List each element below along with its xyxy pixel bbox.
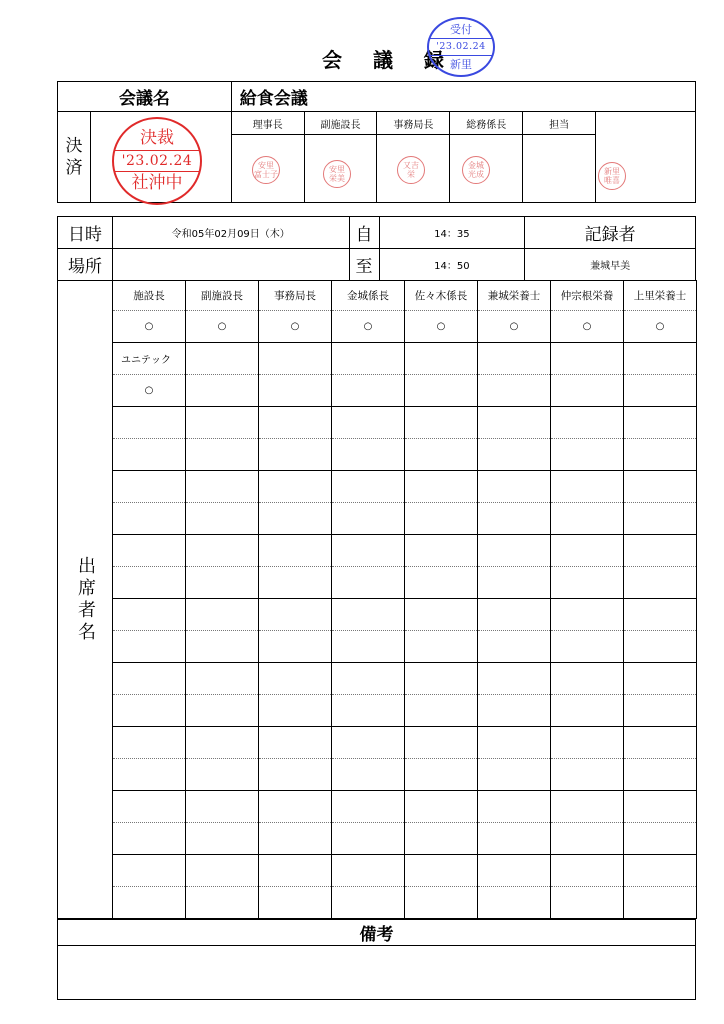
sig-head-general-affairs: 総務係長: [450, 112, 523, 135]
seal-chairman: 安里 富士子: [252, 156, 280, 184]
att-col-4: 佐々木係長: [405, 281, 478, 311]
seal-general-affairs: 金城 光成: [462, 156, 490, 184]
meeting-name-value: 給食会議: [231, 82, 695, 112]
place-label: 場所: [58, 249, 113, 281]
att-col-3: 金城係長: [332, 281, 405, 311]
receipt-stamp: [427, 17, 495, 77]
to-label: 至: [349, 249, 379, 281]
sig-head-in-charge: 担当: [523, 112, 596, 135]
att-mark-0: ○: [113, 311, 186, 343]
approval-stamp: [112, 117, 202, 205]
remarks-value: [58, 946, 696, 1000]
receipt-stamp-bottom: 新里: [450, 57, 472, 71]
approval-label: 決済: [65, 136, 83, 178]
att-mark-6: ○: [551, 311, 624, 343]
date-label: 日時: [58, 217, 113, 249]
seal-vice-director: 安里 栄美: [323, 160, 351, 188]
sig-head-chairman: 理事長: [231, 112, 304, 135]
sig-box-in-charge: [523, 135, 596, 203]
to-value: 14：50: [379, 249, 525, 281]
seal-recorder: 新里 唯喜: [598, 162, 626, 190]
att-mark-3: ○: [332, 311, 405, 343]
seal-secretary-general: 又吉 栄: [397, 156, 425, 184]
approval-stamp-top: 決裁: [140, 128, 174, 148]
meeting-name-label: 会議名: [58, 82, 232, 112]
place-value: [112, 249, 349, 281]
att-col-5: 兼城栄養士: [478, 281, 551, 311]
att-col-7: 上里栄養士: [624, 281, 697, 311]
att-mark-1: ○: [186, 311, 259, 343]
approval-label-cell: [58, 112, 91, 203]
approval-stamp-bottom: 社沖中: [131, 173, 183, 193]
schedule-table: [57, 216, 696, 281]
att-mark-4: ○: [405, 311, 478, 343]
from-value: 14：35: [379, 217, 525, 249]
attendee-row-mark: [58, 375, 697, 407]
recorder-label: 記録者: [525, 217, 696, 249]
attendance-table: [57, 280, 697, 919]
receipt-stamp-top: 受付: [450, 23, 472, 37]
sig-head-secretary-general: 事務局長: [377, 112, 450, 135]
remarks-table: [57, 919, 696, 1000]
att-mark-7: ○: [624, 311, 697, 343]
att-col-0: 施設長: [113, 281, 186, 311]
attendee-row-name: [58, 343, 697, 375]
att-col-1: 副施設長: [186, 281, 259, 311]
attendance-label: 出席者名: [75, 555, 96, 644]
remarks-label: 備考: [58, 920, 696, 946]
attendee-mark-unitec: ○: [113, 375, 186, 407]
document-title: 会 議 録: [322, 48, 456, 72]
approval-stamp-date: '23.02.24: [114, 150, 200, 172]
att-col-6: 仲宗根栄養: [551, 281, 624, 311]
att-mark-2: ○: [259, 311, 332, 343]
from-label: 自: [349, 217, 379, 249]
attendee-name-unitec: ユニテック: [113, 343, 186, 375]
att-mark-5: ○: [478, 311, 551, 343]
sig-head-vice-director: 副施設長: [304, 112, 377, 135]
recorder-value: 兼城早美: [525, 249, 696, 281]
date-value: 令和05年02月09日（木）: [112, 217, 349, 249]
att-col-2: 事務局長: [259, 281, 332, 311]
attendance-label-cell: [58, 281, 113, 919]
receipt-stamp-date: '23.02.24: [429, 38, 493, 56]
